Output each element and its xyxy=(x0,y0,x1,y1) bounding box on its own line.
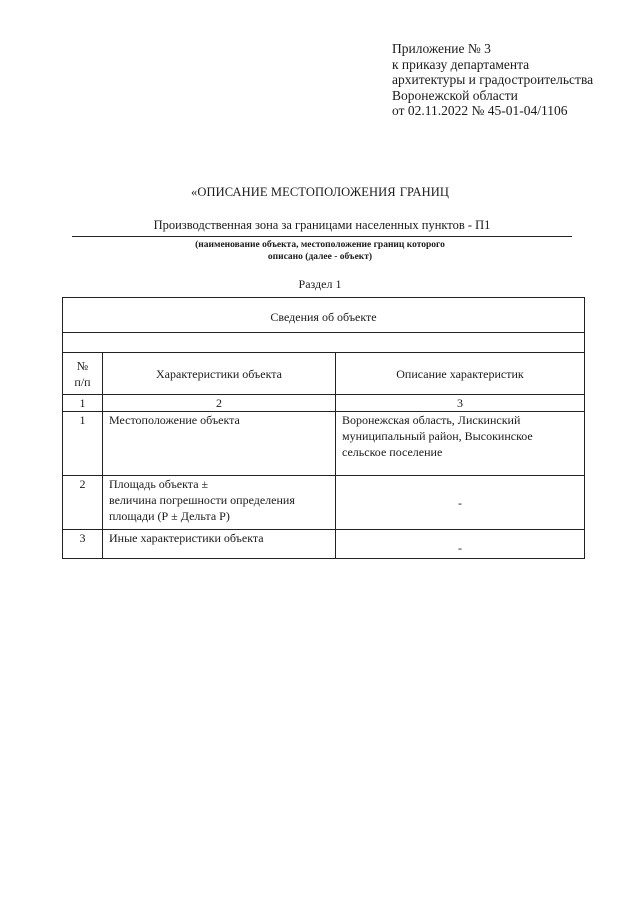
row-characteristic xyxy=(103,476,336,530)
row-characteristic: Местоположение объекта xyxy=(103,412,336,476)
header-num-symbol: № xyxy=(76,358,89,373)
appendix-line: Воронежской области xyxy=(392,87,518,103)
table-heading: Сведения об объекте xyxy=(63,298,585,333)
appendix-line: к приказу департамента xyxy=(392,56,530,72)
object-name: Производственная зона за границами населенных пунктов - П1 xyxy=(153,218,491,232)
appendix-line: от 02.11.2022 № 45-01-04/1106 xyxy=(392,103,568,118)
row-num: 1 xyxy=(63,412,103,476)
row-num: 3 xyxy=(63,530,103,559)
header-num xyxy=(63,353,103,395)
caption-line: (наименование объекта, местоположение границ которого xyxy=(195,240,445,250)
row-description: - xyxy=(336,476,585,530)
document-title-main: «ОПИСАНИЕ МЕСТОПОЛОЖЕНИЯ xyxy=(190,185,396,199)
description-line: Воронежская область, Лискинский xyxy=(342,413,521,427)
table-row xyxy=(63,530,585,559)
table-row xyxy=(63,476,585,530)
description-line: сельское поселение xyxy=(342,445,443,459)
header-num-abbr: п/п xyxy=(74,374,91,389)
row-description xyxy=(336,412,585,476)
header-description: Описание характеристик xyxy=(336,353,585,395)
underline-rule xyxy=(72,236,572,237)
index-cell: 3 xyxy=(336,395,585,412)
characteristic-line: Площадь объекта ± xyxy=(109,477,209,491)
row-description: - xyxy=(336,530,585,559)
appendix-line: архитектуры и градостроительства xyxy=(392,72,594,87)
document-title xyxy=(0,185,640,200)
document-title-tail: ГРАНИЦ xyxy=(399,185,450,199)
table-row xyxy=(63,412,585,476)
row-num: 2 xyxy=(63,476,103,530)
appendix-block xyxy=(392,41,593,119)
table-index-row xyxy=(63,395,585,412)
table-spacer-row xyxy=(63,333,585,353)
section-label: Раздел 1 xyxy=(298,277,342,291)
object-name-caption xyxy=(150,239,490,263)
table-header-row xyxy=(63,353,585,395)
characteristic-line: площади (Р ± Дельта Р) xyxy=(109,509,230,523)
header-characteristics: Характеристики объекта xyxy=(103,353,336,395)
index-cell: 2 xyxy=(103,395,336,412)
object-info-table xyxy=(62,297,585,559)
description-line: муниципальный район, Высокинское xyxy=(342,429,533,443)
row-characteristic: Иные характеристики объекта xyxy=(103,530,336,559)
characteristic-line: величина погрешности определения xyxy=(109,493,295,507)
caption-line: описано (далее - объект) xyxy=(267,252,373,262)
index-cell: 1 xyxy=(63,395,103,412)
appendix-line: Приложение № 3 xyxy=(392,41,491,56)
